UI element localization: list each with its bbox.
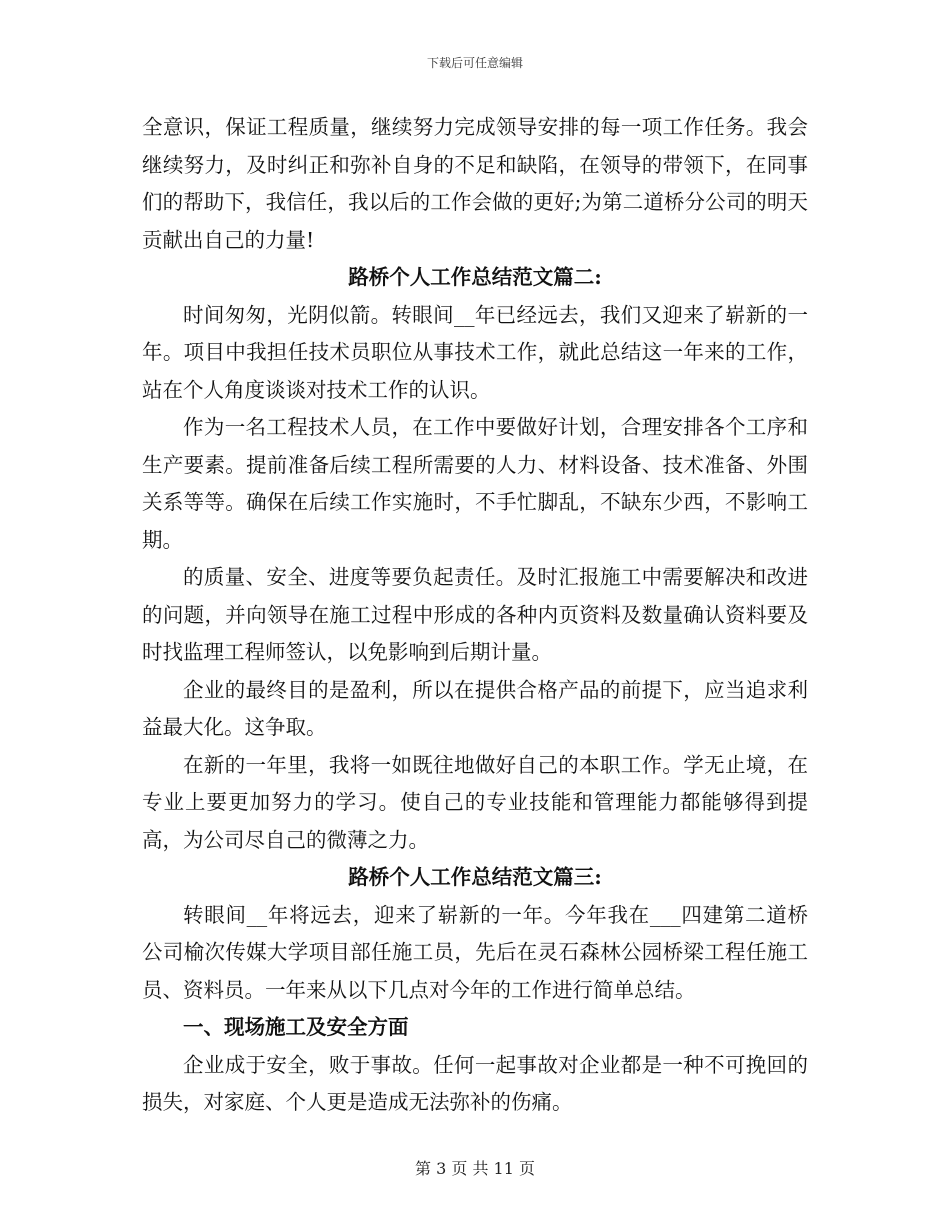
paragraph-continuation: 全意识，保证工程质量，继续努力完成领导安排的每一项工作任务。我会继续努力，及时纠正和弥补自身的不足和缺陷，在领导的带领下，在同事们的帮助下，我信任，我以后的工作会做的更好;为第二道桥分公司的明天贡献出自己的力量! [142, 115, 808, 252]
document-body [142, 109, 808, 1122]
subsection-heading: 一、现场施工及安全方面 [183, 1015, 409, 1039]
section-heading-part-two: 路桥个人工作总结范文篇二: [348, 265, 602, 289]
paragraph: 作为一名工程技术人员，在工作中要做好计划，合理安排各个工序和生产要素。提前准备后续工程所需要的人力、材料设备、技术准备、外围关系等等。确保在后续工作实施时，不手忙脚乱，不缺东少西，不影响工期。 [142, 415, 808, 552]
page-number: 第 3 页 共 11 页 [415, 1159, 535, 1178]
paragraph: 的质量、安全、进度等要负起责任。及时汇报施工中需要解决和改进的问题，并向领导在施工过程中形成的各种内页资料及数量确认资料要及时找监理工程师签认，以免影响到后期计量。 [142, 565, 808, 664]
paragraph: 企业的最终目的是盈利，所以在提供合格产品的前提下，应当追求利益最大化。这争取。 [142, 677, 808, 739]
paragraph: 转眼间__年将远去，迎来了崭新的一年。今年我在___四建第二道桥公司榆次传媒大学项目部任施工员，先后在灵石森林公园桥梁工程任施工员、资料员。一年来从以下几点对今年的工作进行简单总结。 [142, 902, 808, 1002]
paragraph: 在新的一年里，我将一如既往地做好自己的本职工作。学无止境，在专业上要更加努力的学习。使自己的专业技能和管理能力都能够得到提高，为公司尽自己的微薄之力。 [142, 752, 808, 852]
paragraph: 企业成于安全，败于事故。任何一起事故对企业都是一种不可挽回的损失，对家庭、个人更是造成无法弥补的伤痛。 [142, 1052, 808, 1114]
page-header-note: 下载后可任意编辑 [426, 56, 523, 70]
section-heading-part-three: 路桥个人工作总结范文篇三: [348, 865, 602, 889]
paragraph: 时间匆匆，光阴似箭。转眼间__年已经远去，我们又迎来了崭新的一年。项目中我担任技术员职位从事技术工作，就此总结这一年来的工作，站在个人角度谈谈对技术工作的认识。 [142, 302, 808, 402]
